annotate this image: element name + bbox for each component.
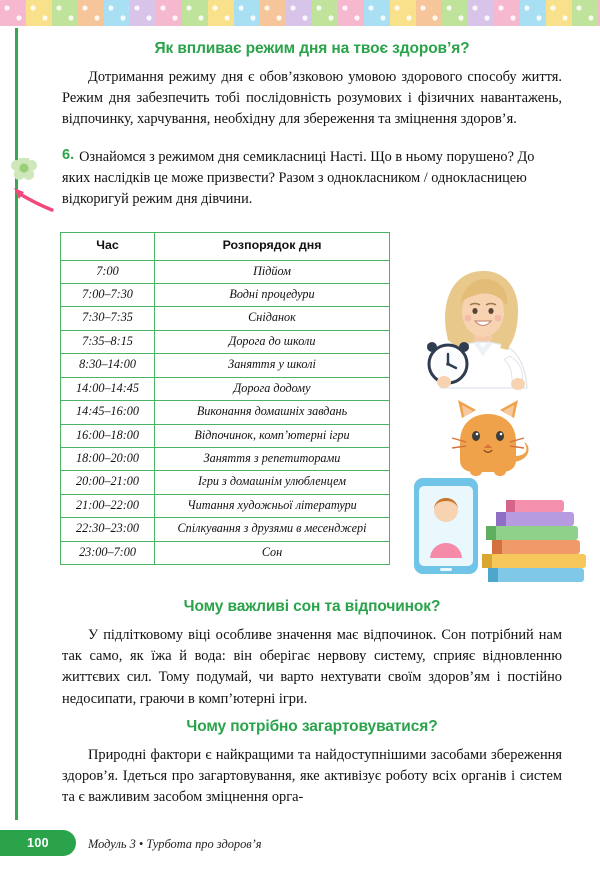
table-row: [61, 284, 390, 307]
table-row: [61, 448, 390, 471]
section-title-hardening: Чому потрібно загартовуватися?: [186, 718, 438, 735]
table-row: [61, 494, 390, 517]
table-row: [61, 330, 390, 353]
table-head: [61, 233, 390, 261]
cell-time: 22:30–23:00: [61, 518, 155, 541]
decorative-top-band: [0, 0, 600, 26]
cell-time: 14:00–14:45: [61, 377, 155, 400]
page-title: Як впливає режим дня на твоє здоров’я?: [154, 40, 470, 57]
smartphone-image: [414, 478, 478, 574]
table-row: [61, 471, 390, 494]
books-image: [482, 500, 586, 582]
task-text: Ознайомся з режимом дня семикласниці Насті. Що в ньому порушено? До яких наслідків це може призвести? Разом з однокласником / однокласницею відкоригуй режим дня дівчини.: [62, 148, 535, 208]
table-row: [61, 541, 390, 564]
cell-time: 20:00–21:00: [61, 471, 155, 494]
cell-time: 23:00–7:00: [61, 541, 155, 564]
section-title-sleep: Чому важливі сон та відпочинок?: [183, 598, 441, 615]
section-hardening: [62, 718, 562, 809]
top-band-pattern: [0, 0, 600, 26]
cell-activity: Виконання домашніх завдань: [155, 401, 390, 424]
cell-time: 7:00–7:30: [61, 284, 155, 307]
cell-activity: Відпочинок, комп’ютерні ігри: [155, 424, 390, 447]
daily-schedule-table-wrap: [60, 232, 390, 565]
cat-image: [452, 400, 529, 476]
table-header-row: [61, 233, 390, 261]
column-header-time: Час: [61, 233, 155, 261]
cell-activity: Заняття у школі: [155, 354, 390, 377]
cell-time: 18:00–20:00: [61, 448, 155, 471]
table-row: [61, 260, 390, 283]
girl-with-clock-image: [427, 271, 527, 390]
daily-schedule-table: [60, 232, 390, 565]
cell-activity: Спілкування з друзями в месенджері: [155, 518, 390, 541]
column-header-activity: Розпорядок дня: [155, 233, 390, 261]
task-marker-group: [8, 158, 54, 218]
paragraph-regime: Дотримання режиму дня є обов’язковою умовою здорового способу життя. Режим дня забезпечить тобі послідовність розумових і фізичних навантажень, відпочинку, харчування, необхідну для збереження та зміцнення здоров’я.: [62, 69, 562, 128]
cell-activity: Ігри з домашнім улюбленцем: [155, 471, 390, 494]
table-row: [61, 377, 390, 400]
task-number: 6.: [62, 146, 75, 163]
cell-time: 21:00–22:00: [61, 494, 155, 517]
cell-activity: Сніданок: [155, 307, 390, 330]
table-row: [61, 354, 390, 377]
task-block-6: [62, 147, 562, 211]
cell-activity: Сон: [155, 541, 390, 564]
cell-time: 16:00–18:00: [61, 424, 155, 447]
section-sleep: [62, 598, 562, 710]
illustration-svg: [396, 248, 592, 588]
footer-module-note: Модуль 3 • Турбота про здоров’я: [88, 837, 262, 851]
illustration-group: [396, 248, 592, 588]
cell-time: 8:30–14:00: [61, 354, 155, 377]
cell-time: 14:45–16:00: [61, 401, 155, 424]
paragraph-hardening: Природні фактори є найкращими та найдоступнішими засобами збереження здоров’я. Ідеться про загартовування, яке активізує роботу всіх органів і систем та є важливим засобом зміцнення орга-: [62, 747, 562, 806]
cell-activity: Підйом: [155, 260, 390, 283]
paragraph-sleep: У підлітковому віці особливе значення має відпочинок. Сон потрібний нам так само, як їжа й вода: він оберігає нервову систему, сприяє відновленню життєвих сил. Тому подумай, чи варто нехтувати своїм здоров’ям і постійно недосипати, граючи в комп’ютерні ігри.: [62, 627, 562, 707]
cell-activity: Дорога додому: [155, 377, 390, 400]
cell-time: 7:00: [61, 260, 155, 283]
cell-activity: Заняття з репетиторами: [155, 448, 390, 471]
cell-time: 7:35–8:15: [61, 330, 155, 353]
table-row: [61, 424, 390, 447]
page-number-badge: 100: [0, 830, 76, 856]
table-row: [61, 518, 390, 541]
alarm-clock-icon: [427, 342, 469, 383]
flower-icon: [8, 158, 54, 220]
cell-activity: Дорога до школи: [155, 330, 390, 353]
table-row: [61, 307, 390, 330]
document-body: [62, 40, 562, 211]
cell-activity: Водні процедури: [155, 284, 390, 307]
cell-time: 7:30–7:35: [61, 307, 155, 330]
left-margin-rule: [15, 28, 18, 820]
table-row: [61, 401, 390, 424]
table-body: [61, 260, 390, 564]
arrow-icon: [14, 188, 52, 210]
cell-activity: Читання художньої літератури: [155, 494, 390, 517]
